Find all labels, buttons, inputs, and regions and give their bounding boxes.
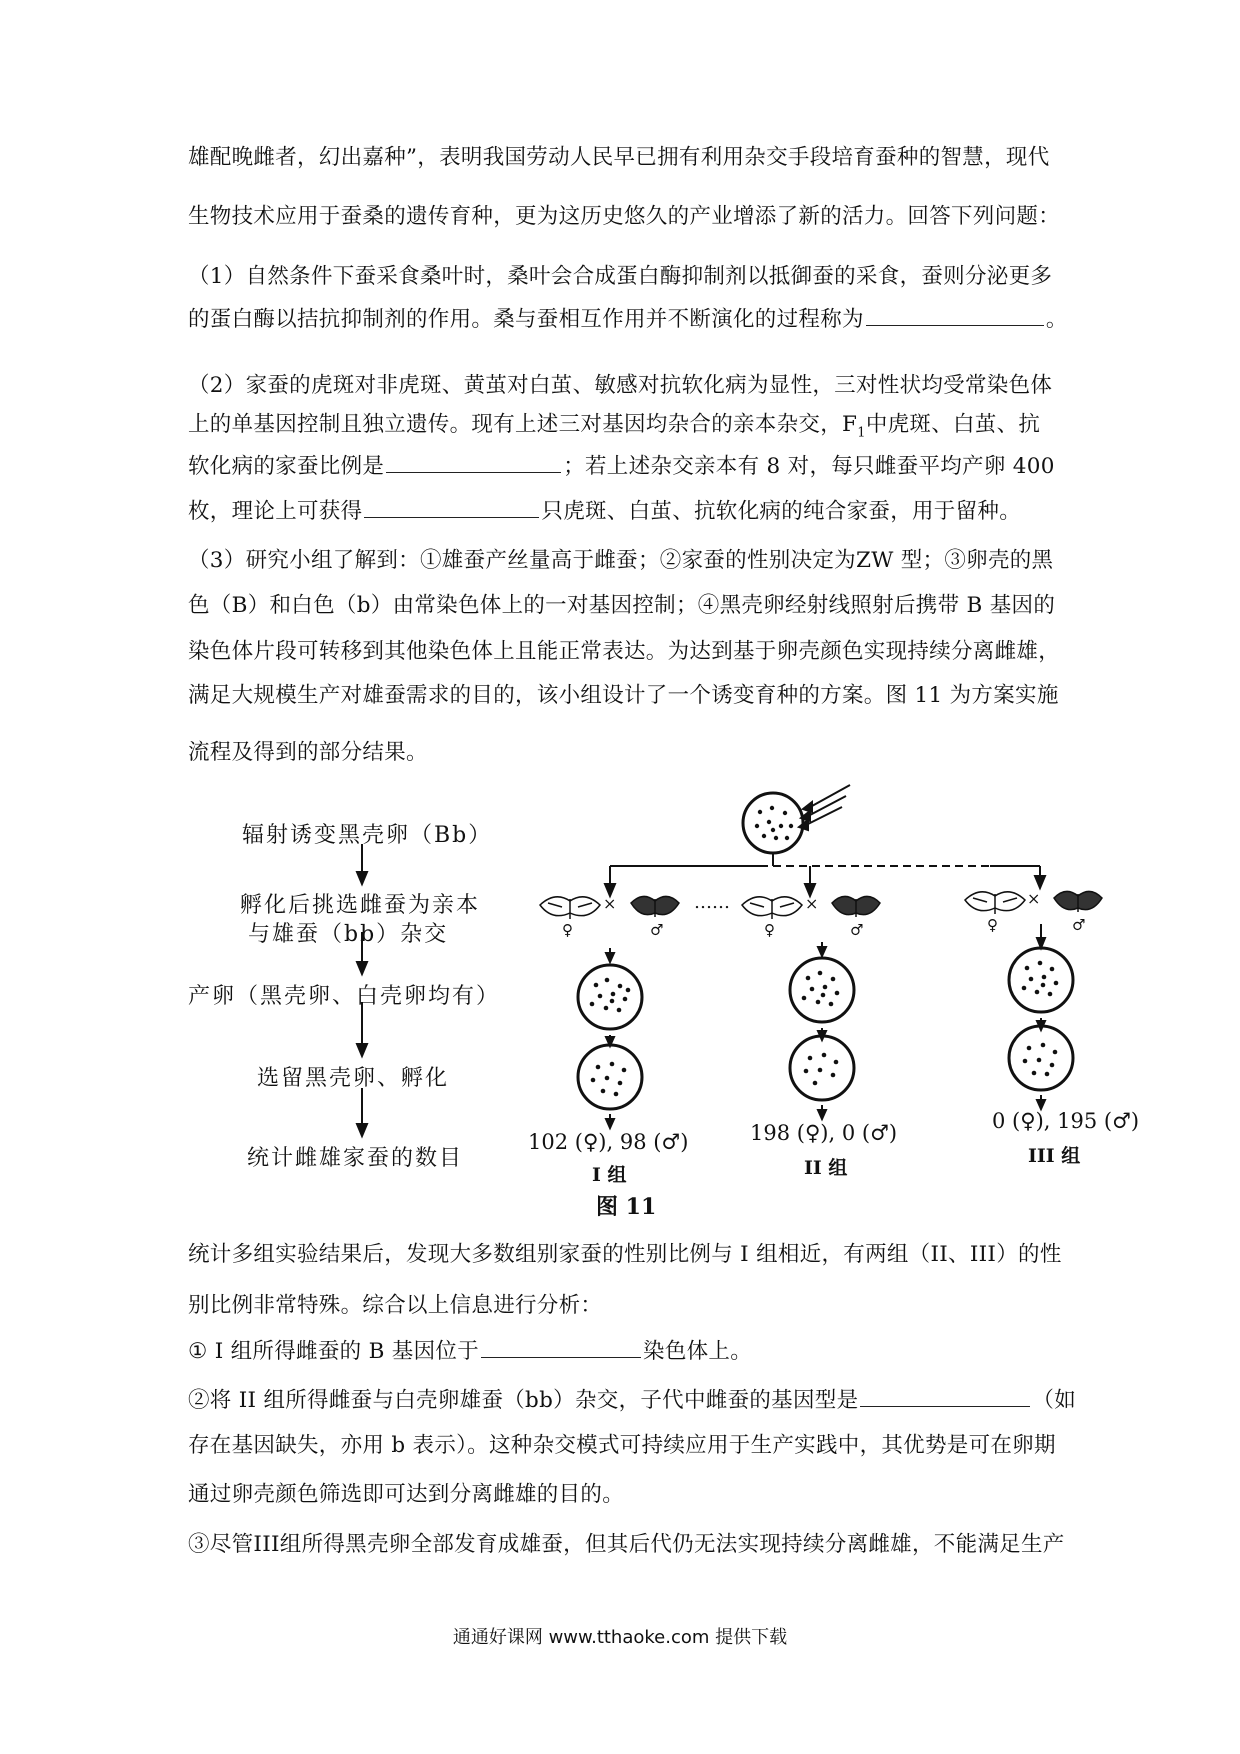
question-text: 中虎斑、白茧、抗 xyxy=(865,412,1041,437)
question-3-line: （3）研究小组了解到：①雄蚕产丝量高于雌蚕；②家蚕的性别决定为ZW 型；③卵壳的黑 xyxy=(188,548,1054,573)
ellipsis: …… xyxy=(694,892,730,913)
footer-source: 通通好课网 www.tthaoke.com 提供下载 xyxy=(452,1627,788,1648)
flow-step: 与雄蚕（bb）杂交 xyxy=(248,922,449,947)
irradiated-egg xyxy=(743,785,850,853)
flow-step: 辐射诱变黑壳卵（Bb） xyxy=(242,823,493,848)
question-text: 染色体上。 xyxy=(643,1339,753,1364)
branch-lines xyxy=(605,853,1045,896)
question-text: 只虎斑、白茧、抗软化病的纯合家蚕，用于留种。 xyxy=(541,499,1022,524)
flow-step: 选留黑壳卵、孵化 xyxy=(257,1066,450,1091)
flow-step: 孵化后挑选雌蚕为亲本 xyxy=(240,893,481,918)
male-symbol: ♂ xyxy=(1072,916,1086,934)
group-label: III 组 xyxy=(1028,1145,1081,1167)
sub-question-2: 通过卵壳颜色筛选即可达到分离雌雄的目的。 xyxy=(188,1482,625,1507)
question-text: 的蛋白酶以拮抗抑制剂的作用。桑与蚕相互作用并不断演化的过程称为 xyxy=(188,307,864,332)
question-text: 上的单基因控制且独立遗传。现有上述三对基因均杂合的亲本杂交，F xyxy=(188,412,858,437)
question-text: 软化病的家蚕比例是 xyxy=(188,454,385,479)
group-label: I 组 xyxy=(592,1164,627,1186)
group-label: II 组 xyxy=(804,1157,848,1179)
cross-symbol: × xyxy=(603,894,617,913)
question-3-line: 色（B）和白色（b）由常染色体上的一对基因控制；④黑壳卵经射线照射后携带 B 基因的 xyxy=(188,593,1056,618)
egg-dots xyxy=(590,961,1059,1097)
sub-question-1 xyxy=(188,1337,1068,1367)
question-text: 。 xyxy=(1045,307,1068,332)
egg-batches xyxy=(578,948,1073,1109)
moth-pairs xyxy=(540,891,1102,919)
analysis-line: 统计多组实验结果后，发现大多数组别家蚕的性别比例与 I 组相近，有两组（II、III）的性 xyxy=(188,1242,1062,1267)
answer-blank[interactable] xyxy=(860,1386,1030,1407)
question-3-line: 染色体片段可转移到其他染色体上且能正常表达。为达到基于卵壳颜色实现持续分离雌雄， xyxy=(188,639,1061,664)
question-text: ① I 组所得雌蚕的 B 基因位于 xyxy=(188,1339,480,1364)
question-3-line: 满足大规模生产对雄蚕需求的目的，该小组设计了一个诱变育种的方案。图 11 为方案实施 xyxy=(188,683,1059,708)
question-text: 枚，理论上可获得 xyxy=(188,499,363,524)
female-symbol: ♀ xyxy=(764,921,775,939)
cross-symbol: × xyxy=(1027,889,1041,908)
question-3-line: 流程及得到的部分结果。 xyxy=(188,740,428,765)
female-symbol: ♀ xyxy=(562,921,573,939)
male-symbol: ♂ xyxy=(850,921,864,939)
paragraph-line: 生物技术应用于蚕桑的遗传育种，更为这历史悠久的产业增添了新的活力。回答下列问题： xyxy=(188,204,1061,229)
question-2-line: （2）家蚕的虎斑对非虎斑、黄茧对白茧、敏感对抗软化病为显性，三对性状均受常染色体 xyxy=(188,373,1053,398)
sub-question-2: 存在基因缺失，亦用 b 表示）。这种杂交模式可持续应用于生产实践中，其优势是可在卵期 xyxy=(188,1433,1056,1458)
male-symbol: ♂ xyxy=(650,921,664,939)
group-result: 0 (♀), 195 (♂) xyxy=(992,1109,1140,1133)
question-text: ；若上述杂交亲本有 8 对，每只雌蚕平均产卵 400 xyxy=(563,454,1055,479)
group-result: 198 (♀), 0 (♂) xyxy=(750,1121,898,1145)
question-1-line: （1）自然条件下蚕采食桑叶时，桑叶会合成蛋白酶抑制剂以抵御蚕的采食，蚕则分泌更多 xyxy=(188,264,1053,289)
flow-step: 产卵（黑壳卵、白壳卵均有） xyxy=(188,984,501,1009)
sub-question-3: ③尽管III组所得黑壳卵全部发育成雄蚕，但其后代仍无法实现持续分离雌雄，不能满足生产 xyxy=(188,1532,1065,1557)
cross-symbol: × xyxy=(805,894,819,913)
figure-caption: 图 11 xyxy=(596,1194,657,1220)
question-text: （如 xyxy=(1032,1388,1076,1413)
flow-step: 统计雌雄家蚕的数目 xyxy=(247,1146,464,1171)
group-result: 102 (♀), 98 (♂) xyxy=(528,1130,689,1154)
paragraph-line: 雄配晚雌者，幻出嘉种”，表明我国劳动人民早已拥有利用杂交手段培育蚕种的智慧，现代 xyxy=(188,145,1050,170)
sub-question-2 xyxy=(188,1386,1076,1416)
female-symbol: ♀ xyxy=(987,916,998,934)
answer-blank[interactable] xyxy=(481,1337,641,1358)
analysis-line: 别比例非常特殊。综合以上信息进行分析： xyxy=(188,1293,603,1318)
egg-arrows xyxy=(606,924,1045,1128)
subscript: 1 xyxy=(857,425,866,441)
question-text: ②将 II 组所得雌蚕与白壳卵雄蚕（bb）杂交，子代中雌蚕的基因型是 xyxy=(188,1388,859,1413)
